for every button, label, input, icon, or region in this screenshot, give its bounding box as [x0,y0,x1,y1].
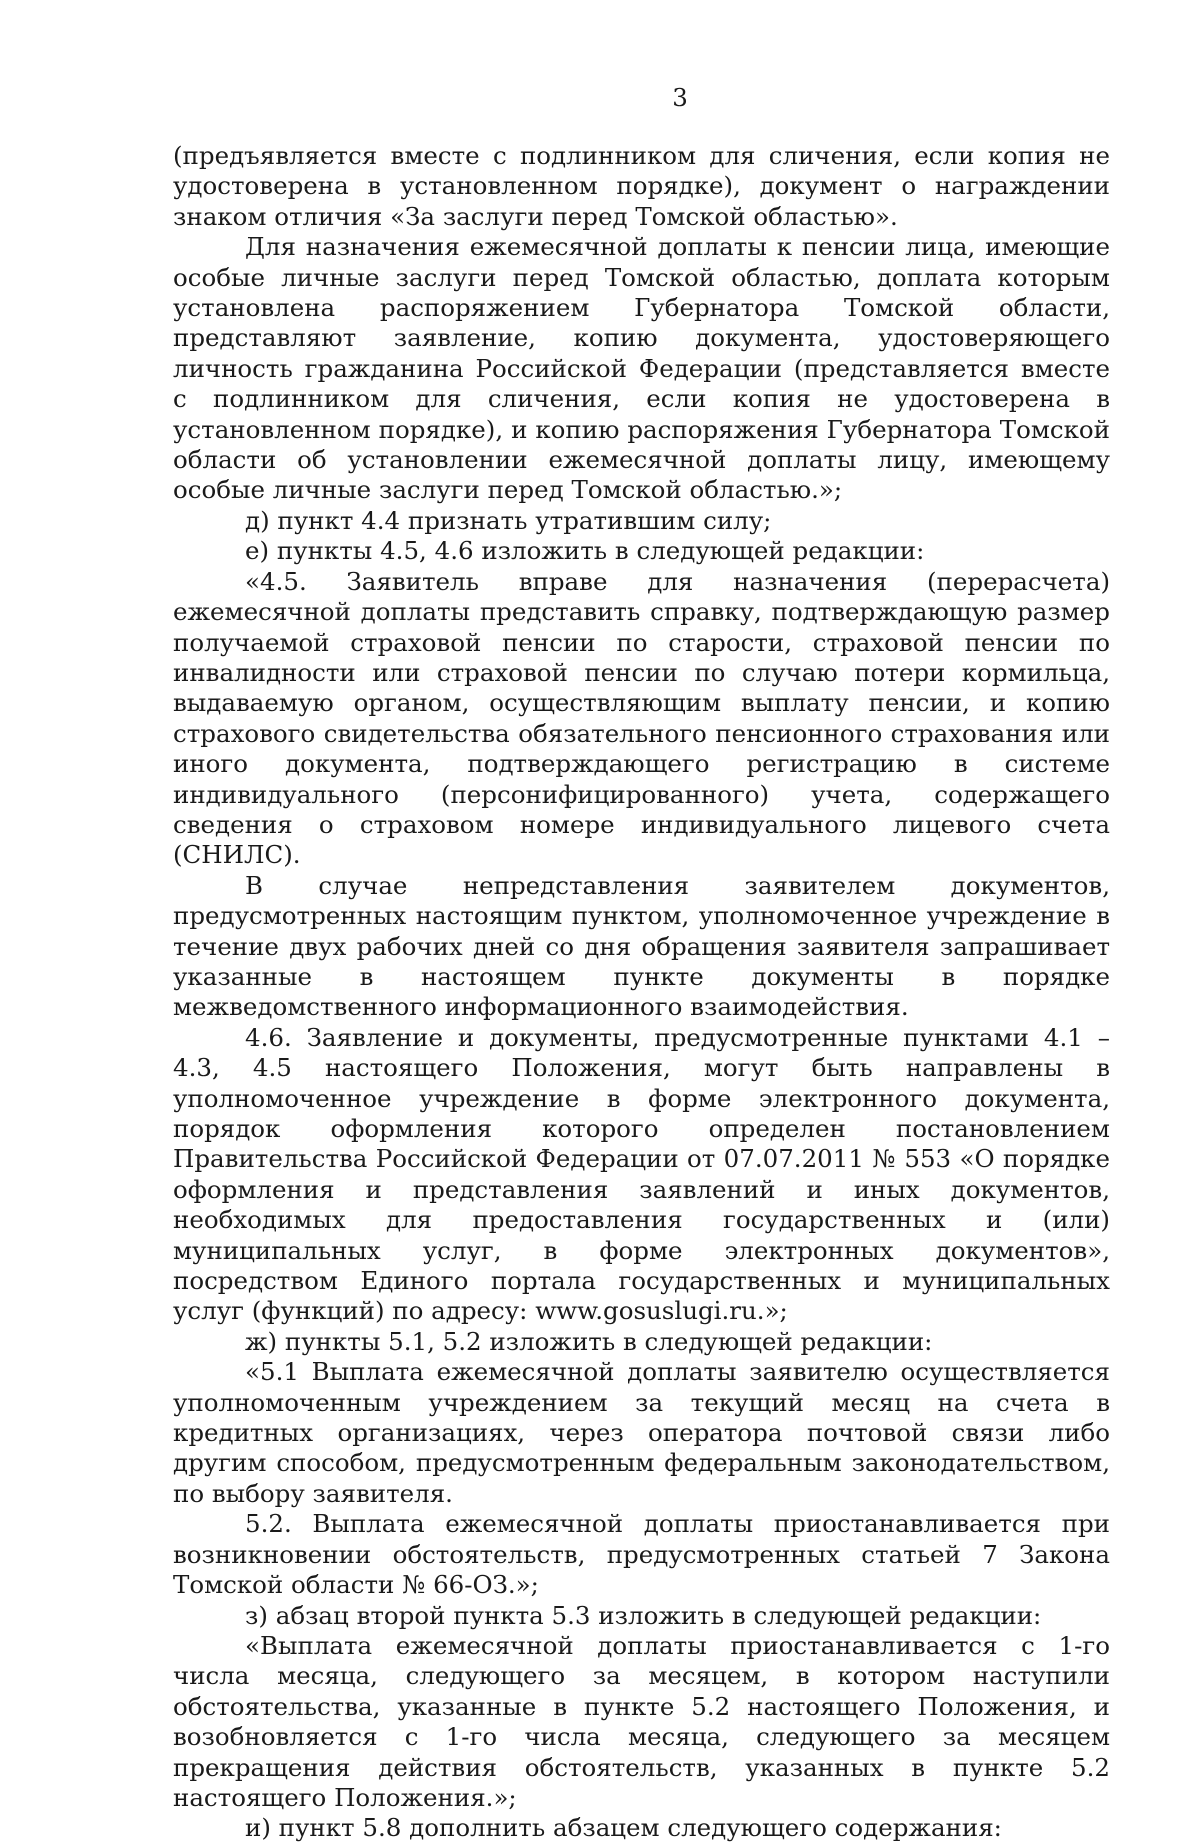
paragraph-clause-4-6: 4.6. Заявление и документы, предусмотренные пунктами 4.1 – 4.3, 4.5 настоящего Положения, могут быть направлены в уполномоченное учреждение в форме электронного документа, порядок оформления которого определен постановлением Правительства Российской Федерации от 07.07.2011 № 553 «О порядке оформления и представления заявлений и иных документов, необходимых для предоставления государственных и (или) муниципальных услуг, в форме электронных документов», посредством Единого портала государственных и муниципальных услуг (функций) по адресу: www.gosuslugi.ru.»; [173,1022,1110,1326]
paragraph-item-z: з) абзац второй пункта 5.3 изложить в следующей редакции: [245,1600,1042,1630]
paragraph-item-e: е) пункты 4.5, 4.6 изложить в следующей редакции: [245,536,925,566]
paragraph-special-merits: Для назначения ежемесячной доплаты к пенсии лица, имеющие особые личные заслуги перед Томской областью, доплата которым установлена распоряжением Губернатора Томской области, представляют заявление, копию документа, удостоверяющего личность гражданина Российской Федерации (представляется вместе с подлинником для сличения, если копия не удостоверена в установленном порядке), и копию распоряжения Губернатора Томской области об установлении ежемесячной доплаты лицу, имеющему особые личные заслуги перед Томской областью.»; [173,232,1110,505]
paragraph-clause-5-1: «5.1 Выплата ежемесячной доплаты заявителю осуществляется уполномоченным учреждением за текущий месяц на счета в кредитных организациях, через оператора почтовой связи либо другим способом, предусмотренным федеральным законодательством, по выбору заявителя. [173,1357,1110,1508]
page-number: 3 [672,83,688,112]
paragraph-item-d: д) пункт 4.4 признать утратившим силу; [245,505,772,535]
paragraph-suspension: «Выплата ежемесячной доплаты приостанавливается с 1-го числа месяца, следующего за месяцем, в котором наступили обстоятельства, указанные в пункте 5.2 настоящего Положения, и возобновляется с 1-го числа месяца, следующего за месяцем прекращения действия обстоятельств, указанных в пункте 5.2 настоящего Положения.»; [173,1630,1110,1812]
paragraph-item-zh: ж) пункты 5.1, 5.2 изложить в следующей редакции: [245,1326,933,1356]
paragraph-item-i: и) пункт 5.8 дополнить абзацем следующего содержания: [245,1813,1002,1843]
paragraph-continuation: (предъявляется вместе с подлинником для сличения, если копия не удостоверена в установленном порядке), документ о награждении знаком отличия «За заслуги перед Томской областью». [173,141,1110,231]
document-body [173,141,1110,1844]
paragraph-clause-5-2: 5.2. Выплата ежемесячной доплаты приостанавливается при возникновении обстоятельств, предусмотренных статьей 7 Закона Томской области № 66-ОЗ.»; [173,1509,1110,1600]
paragraph-non-submission: В случае непредставления заявителем документов, предусмотренных настоящим пунктом, уполномоченное учреждение в течение двух рабочих дней со дня обращения заявителя запрашивает указанные в настоящем пункте документы в порядке межведомственного информационного взаимодействия. [173,870,1110,1022]
paragraph-clause-4-5: «4.5. Заявитель вправе для назначения (перерасчета) ежемесячной доплаты представить справку, подтверждающую размер получаемой страховой пенсии по старости, страховой пенсии по инвалидности или страховой пенсии по случаю потери кормильца, выдаваемую органом, осуществляющим выплату пенсии, и копию страхового свидетельства обязательного пенсионного страхования или иного документа, подтверждающего регистрацию в системе индивидуального (персонифицированного) учета, содержащего сведения о страховом номере индивидуального лицевого счета (СНИЛС). [173,566,1110,870]
